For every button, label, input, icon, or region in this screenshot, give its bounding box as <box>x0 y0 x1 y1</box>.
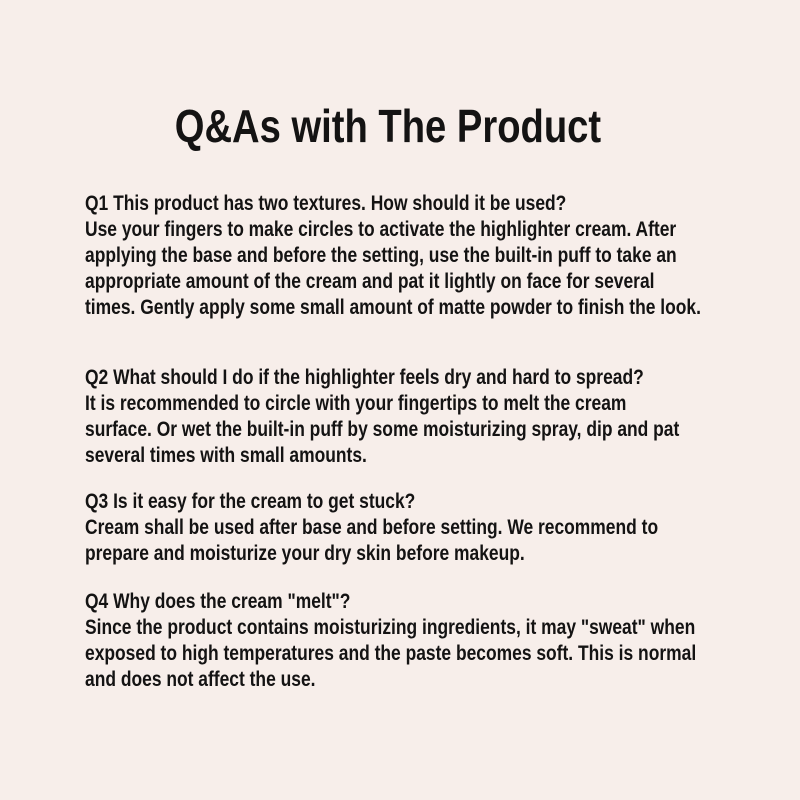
qa-question-q2: Q2 What should I do if the highlighter feels dry and hard to spread? <box>85 366 644 389</box>
qa-item-q2 <box>85 365 691 469</box>
qa-item-q4 <box>85 589 697 693</box>
qa-item-q1 <box>85 191 701 321</box>
qa-answer-q3: Cream shall be used after base and before setting. We recommend to prepare and moisturize your dry skin before makeup. <box>85 516 659 565</box>
qa-question-q3: Q3 Is it easy for the cream to get stuck? <box>85 490 416 513</box>
qa-answer-q4: Since the product contains moisturizing ingredients, it may "sweat" when exposed to high temperatures and the paste becomes soft. This is normal and does not affect the use. <box>85 616 697 691</box>
page-title: Q&As with The Product <box>174 100 602 152</box>
qa-question-q4: Q4 Why does the cream "melt"? <box>85 590 351 613</box>
qa-question-q1: Q1 This product has two textures. How should it be used? <box>85 192 567 215</box>
qa-answer-q1: Use your fingers to make circles to activate the highlighter cream. After applying the base and before the setting, use the built-in puff to take an appropriate amount of the cream and pat it lightly on face for several times. Gently apply some small amount of matte powder to finish the look. <box>85 218 701 319</box>
qa-content <box>85 0 701 693</box>
qa-answer-q2: It is recommended to circle with your fingertips to melt the cream surface. Or wet the built-in puff by some moisturizing spray, dip and pat several times with small amounts. <box>85 392 680 467</box>
qa-item-q3 <box>85 489 691 567</box>
